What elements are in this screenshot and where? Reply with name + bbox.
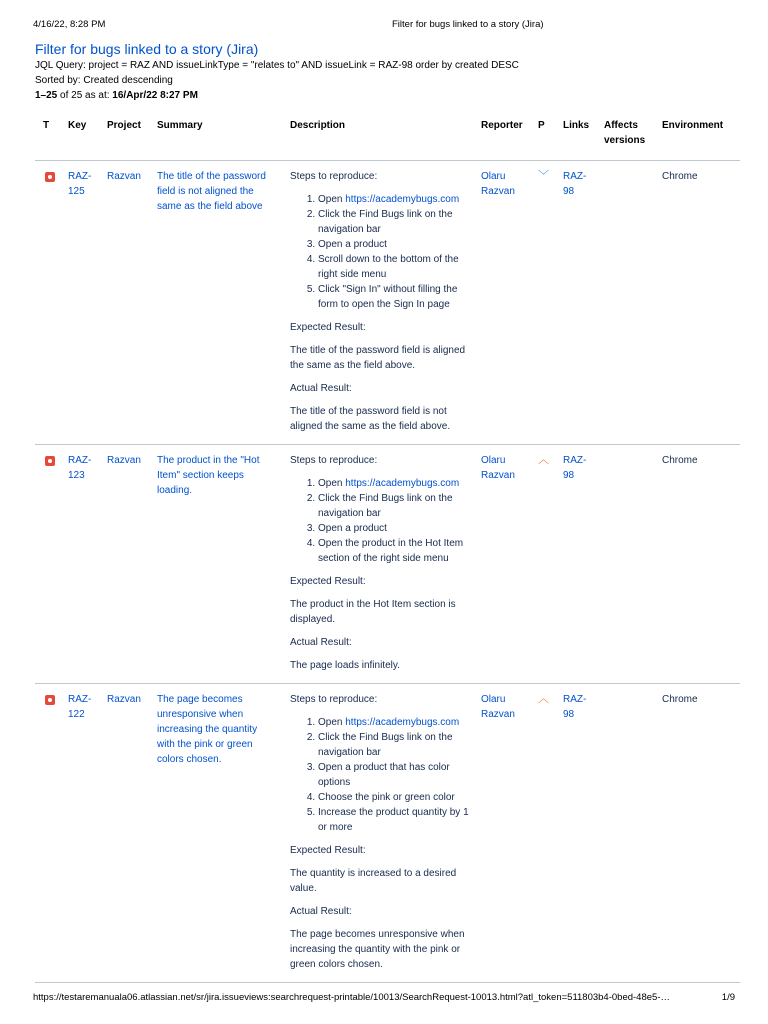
environment-cell: Chrome	[662, 161, 740, 445]
page-title[interactable]: Filter for bugs linked to a story (Jira)	[35, 41, 259, 57]
project-link[interactable]: Razvan	[107, 684, 157, 983]
priority-cell	[538, 161, 563, 445]
expected-result: The quantity is increased to a desired value.	[290, 868, 457, 894]
step-item	[318, 715, 471, 730]
step-item: 4. Choose the pink or green color	[318, 790, 471, 805]
main-content	[35, 40, 740, 983]
description-cell	[290, 161, 481, 445]
affects-versions-cell	[604, 684, 662, 983]
step-item: 5. Click "Sign In" without filling the form to open the Sign In page	[318, 282, 471, 312]
table-row	[35, 161, 740, 445]
summary-link[interactable]: The product in the "Hot Item" section keeps loading.	[157, 445, 290, 684]
description-cell	[290, 684, 481, 983]
col-header-key[interactable]: Key	[68, 107, 107, 161]
print-header	[33, 19, 735, 31]
expected-heading: Expected Result:	[290, 322, 366, 333]
actual-result: The page becomes unresponsive when increasing the quantity with the pink or green colors chosen.	[290, 929, 465, 970]
type-cell	[35, 684, 68, 983]
reporter-link[interactable]: Olaru Razvan	[481, 161, 538, 445]
result-count	[35, 88, 740, 103]
issue-key-link[interactable]: RAZ-123	[68, 445, 107, 684]
issues-table	[35, 107, 740, 983]
steps-list	[318, 476, 471, 566]
priority-cell	[538, 445, 563, 684]
actual-heading: Actual Result:	[290, 383, 352, 394]
chevron-up-icon: ︿	[538, 693, 549, 705]
summary-link[interactable]: The title of the password field is not aligned the same as the field above	[157, 161, 290, 445]
type-cell	[35, 445, 68, 684]
steps-heading: Steps to reproduce:	[290, 455, 378, 466]
environment-cell: Chrome	[662, 684, 740, 983]
col-header-environment[interactable]: Environment	[662, 107, 740, 161]
chevron-up-icon: ︿	[538, 454, 549, 466]
actual-result: The page loads infinitely.	[290, 660, 400, 671]
expected-heading: Expected Result:	[290, 845, 366, 856]
steps-heading: Steps to reproduce:	[290, 171, 378, 182]
table-row	[35, 684, 740, 983]
reporter-link[interactable]: Olaru Razvan	[481, 445, 538, 684]
as-at-date: 16/Apr/22 8:27 PM	[112, 90, 198, 101]
result-range: 1–25	[35, 90, 58, 101]
priority-cell	[538, 684, 563, 983]
col-header-type[interactable]: T	[35, 107, 68, 161]
result-total: of 25 as at:	[60, 90, 110, 101]
page-number: 1/9	[721, 992, 735, 1003]
step-text: Open	[318, 194, 346, 205]
step-text: Open	[318, 478, 346, 489]
step-item: 4. Open the product in the Hot Item section of the right side menu	[318, 536, 471, 566]
steps-heading: Steps to reproduce:	[290, 694, 378, 705]
expected-result: The title of the password field is aligned the same as the field above.	[290, 345, 466, 371]
type-cell	[35, 161, 68, 445]
col-header-priority[interactable]: P	[538, 107, 563, 161]
steps-list	[318, 715, 471, 835]
actual-heading: Actual Result:	[290, 906, 352, 917]
step-item: 3. Open a product	[318, 237, 471, 252]
step-item: 3. Open a product	[318, 521, 471, 536]
issue-key-link[interactable]: RAZ-125	[68, 161, 107, 445]
sort-info: Sorted by: Created descending	[35, 75, 173, 86]
academybugs-link[interactable]: https://academybugs.com	[345, 194, 460, 205]
issue-link[interactable]: RAZ-98	[563, 445, 604, 684]
col-header-affects-versions[interactable]: Affects versions	[604, 107, 662, 161]
step-item	[318, 192, 471, 207]
issue-key-link[interactable]: RAZ-122	[68, 684, 107, 983]
project-link[interactable]: Razvan	[107, 161, 157, 445]
expected-heading: Expected Result:	[290, 576, 366, 587]
step-item: 2. Click the Find Bugs link on the navigation bar	[318, 207, 471, 237]
jql-query: JQL Query: project = RAZ AND issueLinkType = "relates to" AND issueLink = RAZ-98 order by created DESC	[35, 60, 519, 71]
col-header-links[interactable]: Links	[563, 107, 604, 161]
col-header-project[interactable]: Project	[107, 107, 157, 161]
chevron-down-icon: ﹀	[538, 170, 549, 182]
academybugs-link[interactable]: https://academybugs.com	[345, 478, 460, 489]
col-header-summary[interactable]: Summary	[157, 107, 290, 161]
step-item: 2. Click the Find Bugs link on the navigation bar	[318, 491, 471, 521]
expected-result: The product in the Hot Item section is displayed.	[290, 599, 456, 625]
issue-link[interactable]: RAZ-98	[563, 684, 604, 983]
description-cell	[290, 445, 481, 684]
actual-result: The title of the password field is not aligned the same as the field above.	[290, 406, 451, 432]
step-text: Open	[318, 717, 346, 728]
step-item	[318, 476, 471, 491]
step-item: 3. Open a product that has color options	[318, 760, 471, 790]
academybugs-link[interactable]: https://academybugs.com	[345, 717, 460, 728]
summary-link[interactable]: The page becomes unresponsive when increasing the quantity with the pink or green colors chosen.	[157, 684, 290, 983]
bug-icon	[45, 695, 55, 705]
table-row	[35, 445, 740, 684]
print-title: Filter for bugs linked to a story (Jira)	[392, 19, 544, 30]
bug-icon	[45, 456, 55, 466]
project-link[interactable]: Razvan	[107, 445, 157, 684]
affects-versions-cell	[604, 445, 662, 684]
issue-link[interactable]: RAZ-98	[563, 161, 604, 445]
steps-list	[318, 192, 471, 312]
environment-cell: Chrome	[662, 445, 740, 684]
step-item: 5. Increase the product quantity by 1 or more	[318, 805, 471, 835]
col-header-description[interactable]: Description	[290, 107, 481, 161]
footer-url: https://testaremanuala06.atlassian.net/sr/jira.issueviews:searchrequest-printable/10013/SearchRequest-10013.html?atl_token=511803b4-0bed-48e5-…	[33, 992, 670, 1003]
step-item: 2. Click the Find Bugs link on the navigation bar	[318, 730, 471, 760]
table-header-row	[35, 107, 740, 161]
print-date: 4/16/22, 8:28 PM	[33, 19, 106, 30]
step-item: 4. Scroll down to the bottom of the right side menu	[318, 252, 471, 282]
col-header-reporter[interactable]: Reporter	[481, 107, 538, 161]
reporter-link[interactable]: Olaru Razvan	[481, 684, 538, 983]
affects-versions-cell	[604, 161, 662, 445]
bug-icon	[45, 172, 55, 182]
actual-heading: Actual Result:	[290, 637, 352, 648]
